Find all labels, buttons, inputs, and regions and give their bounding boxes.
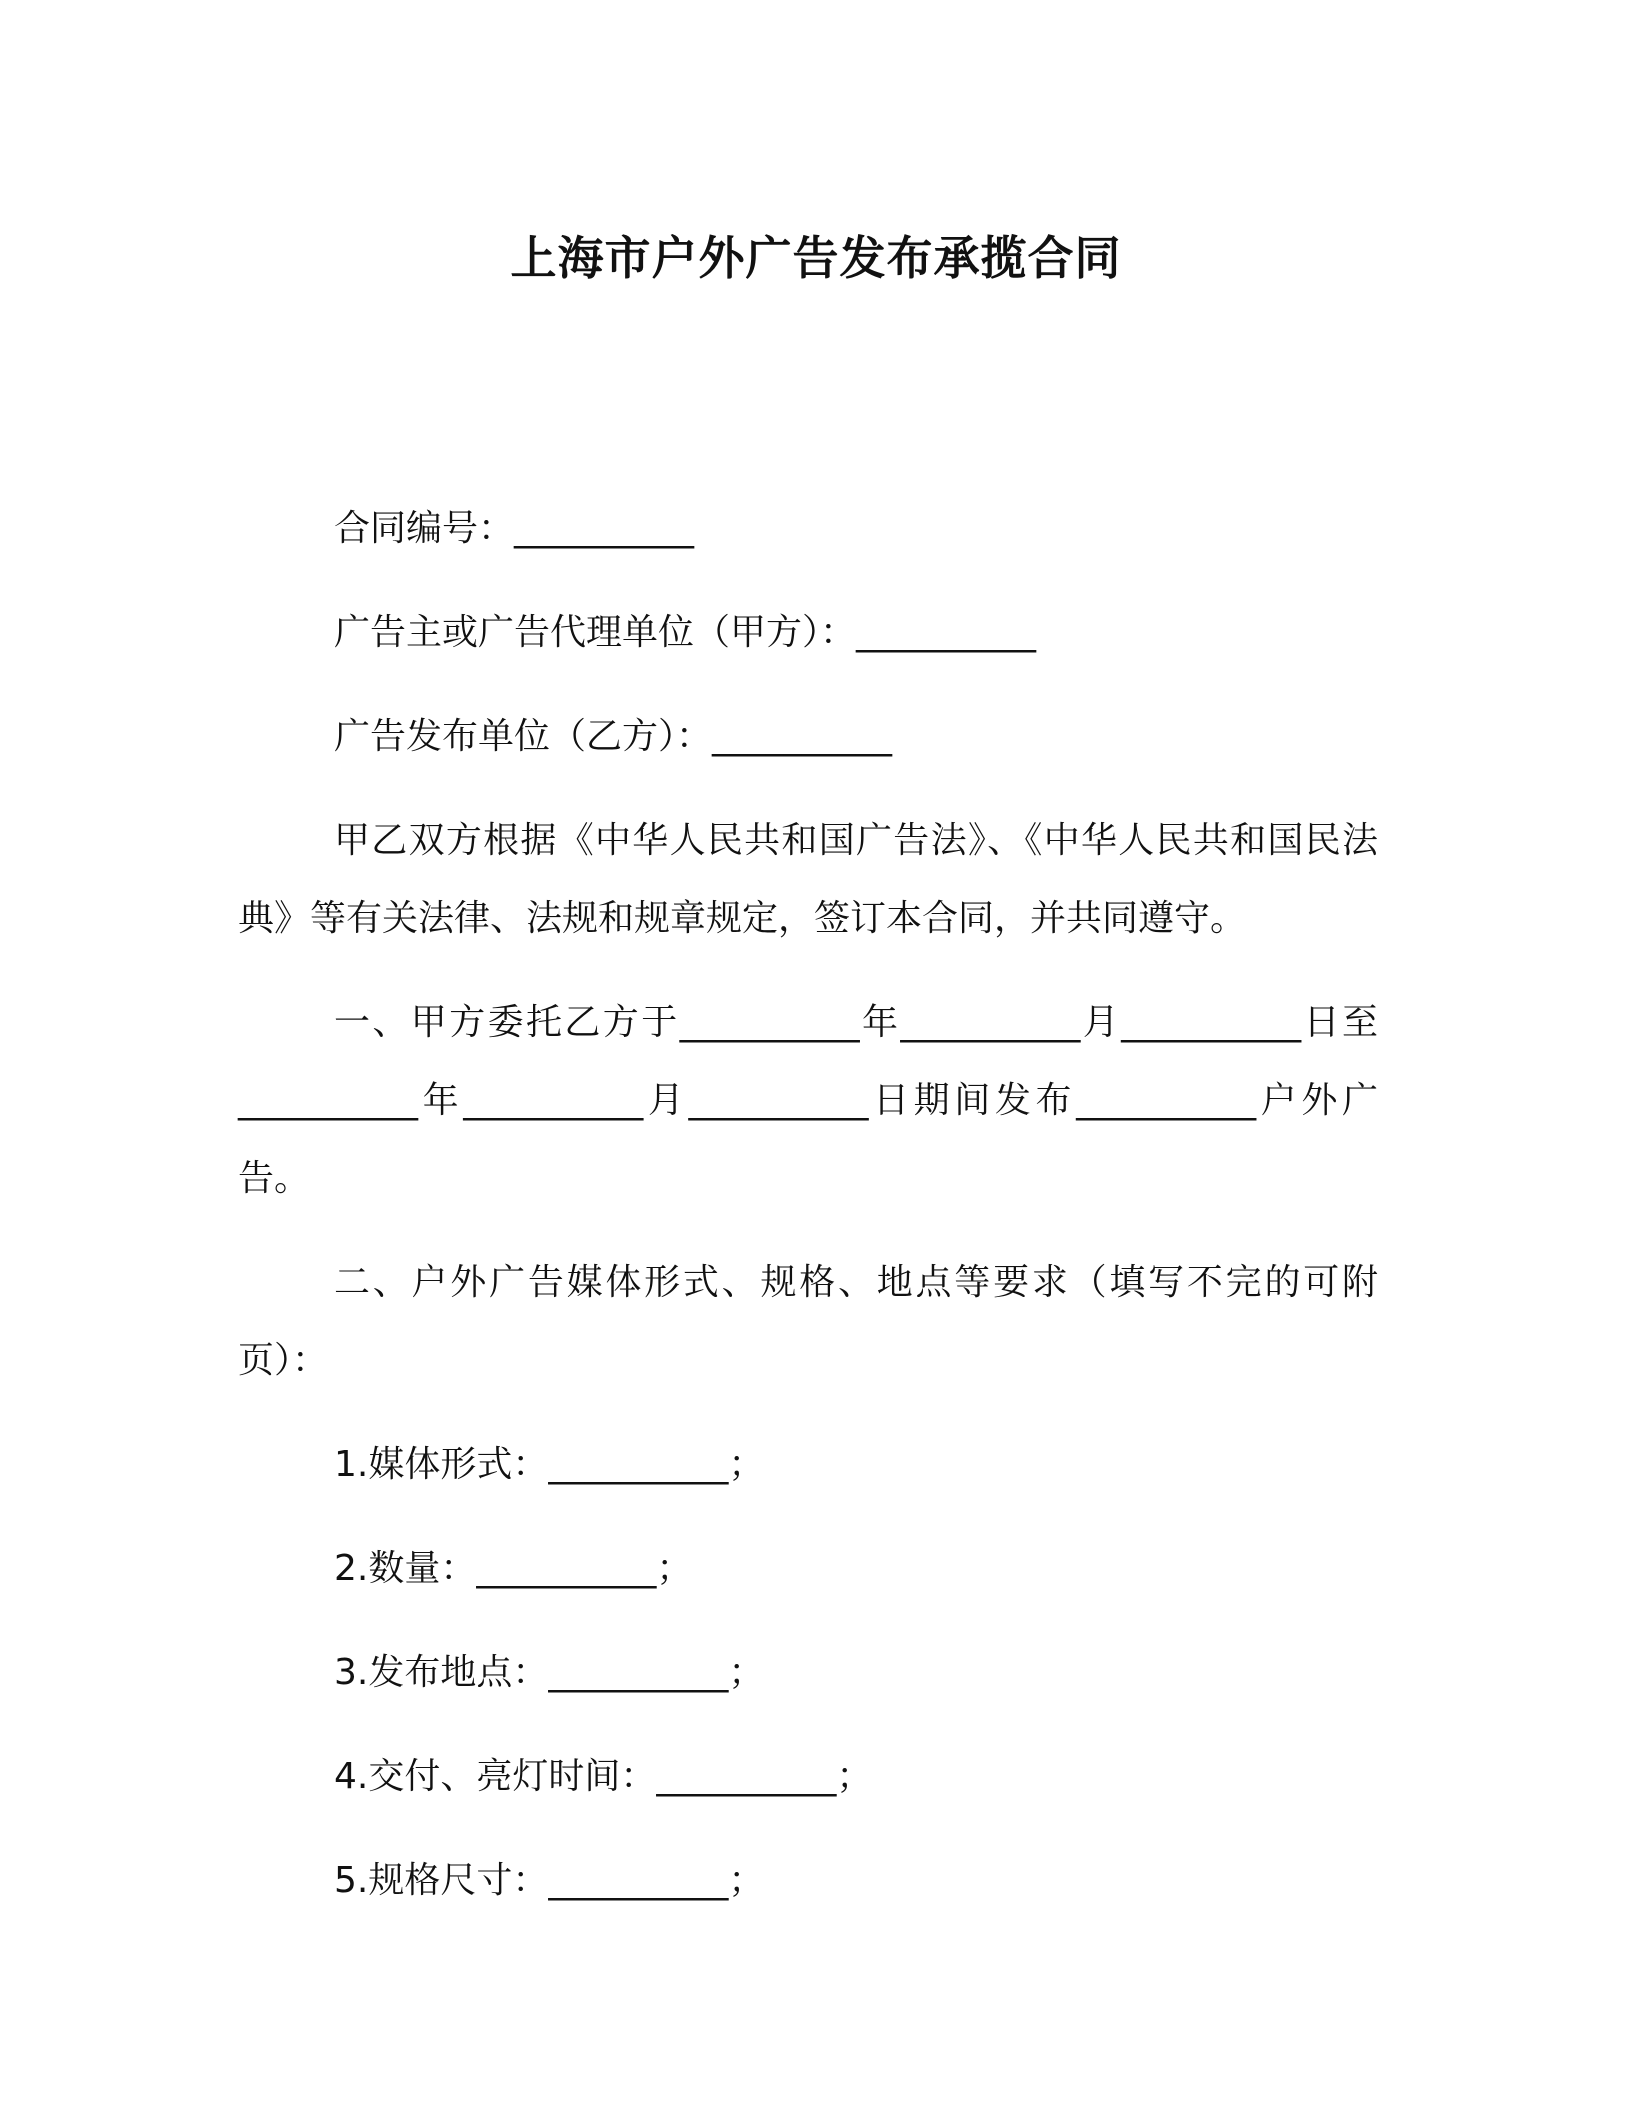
document-body [238, 490, 1378, 1946]
preamble-paragraph: 甲乙双方根据《中华人民共和国广告法》、《中华人民共和国民法典》等有关法律、法规和规章规定，签订本合同，并共同遵守。 [238, 820, 1378, 939]
item-media-form: 1.媒体形式：__________； [334, 1444, 765, 1485]
item-delivery-time: 4.交付、亮灯时间：__________； [334, 1756, 873, 1797]
item-location: 3.发布地点：__________； [334, 1652, 765, 1693]
party-b-line: 广告发布单位（乙方）：__________ [334, 716, 893, 757]
clause-two-paragraph: 二、户外广告媒体形式、规格、地点等要求（填写不完的可附页）： [238, 1262, 1378, 1381]
item-dimensions: 5.规格尺寸：__________； [334, 1860, 765, 1901]
party-a-line: 广告主或广告代理单位（甲方）：__________ [334, 612, 1037, 653]
document-title: 上海市户外广告发布承揽合同 [510, 231, 1122, 285]
contract-number-line: 合同编号：__________ [334, 508, 695, 549]
clause-one-paragraph: 一、甲方委托乙方于__________年__________月__________日至__________年__________月__________日期间发布__________户外广告。 [238, 1002, 1378, 1199]
item-quantity: 2.数量：__________； [334, 1548, 693, 1589]
